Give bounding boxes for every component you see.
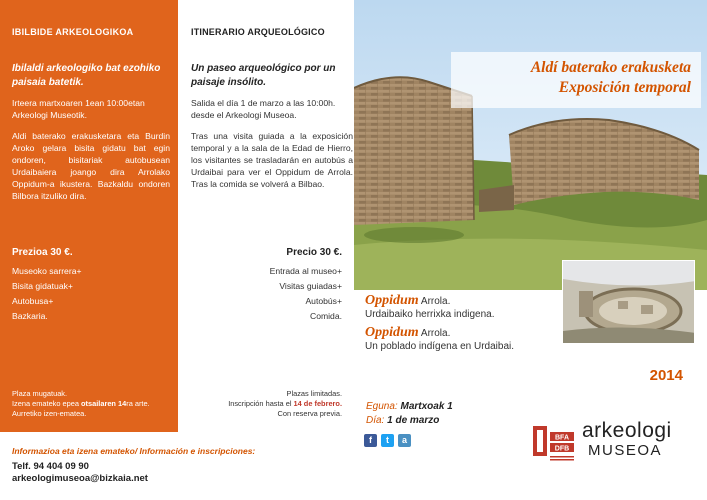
spanish-departure-text: Salida el día 1 de marzo a las 10:00h. desde el Arkeologi Museoa. [191,98,336,120]
basque-price: Prezioa 30 €. [12,247,73,258]
basque-registration-note [12,389,174,419]
year-label: 2014 [649,367,683,384]
basque-lead: Ibilaldi arkeologiko bat ezohiko paisaia batetik. [12,63,161,88]
basque-price-item: Museoko sarrera+ [12,266,82,276]
spanish-price-items [270,264,342,324]
facebook-icon[interactable]: f [364,434,377,447]
spanish-heading: ITINERARIO ARQUEOLÓGICO [191,27,325,37]
spanish-price-item: Visitas guiadas+ [279,281,342,291]
spanish-registration-note [177,389,342,419]
basque-column [0,0,178,432]
exhibition-banner [451,52,701,108]
phone-number: Telf. 94 404 09 90 [12,461,89,472]
spanish-limited-places: Plazas limitadas. [286,389,342,398]
museum-logo-line2: MUSEOA [588,442,663,459]
oppidum-place: Arrola. [418,296,451,307]
basque-heading: IBILBIDE ARKEOLOGIKOA [12,27,134,37]
oppidum-spanish [365,326,565,353]
bfa-dfb-logo [532,420,576,473]
basque-price-item: Autobusa+ [12,296,54,306]
info-title: Informazioa eta izena emateko/ Información e inscripciones: [12,446,256,456]
oppidum-description [365,294,565,358]
basque-limited-places: Plaza mugatuak. [12,389,68,398]
basque-prior-registration: Aurretiko izen-ematea. [12,409,87,418]
basque-price-items [12,264,82,324]
basque-description-text: Aldi baterako erakusketara eta Burdin Aroko gelara bisita gidatu bat egin ondoren, bisitariak autobusean Urdaibaiera joango dira Arrolako Oppidum-a ikustera. Bazkaldu ondoren Bilbora itzuliko dira. [12,131,170,201]
arkeologi-museoa-logo [582,420,672,460]
spanish-column [178,0,354,432]
cover-column [354,0,707,432]
day-value-basque: Martxoak 1 [400,401,453,412]
basque-departure-text: Irteera martxoaren 1ean 10:00etan Arkeologi Museotik. [12,98,145,120]
dfb-text: DFB [554,445,570,453]
basque-deadline: Izena emateko epea otsailaren 14ra arte. [12,399,150,408]
bfa-text: BFA [555,434,569,442]
email-address[interactable]: arkeologimuseoa@bizkaia.net [12,473,148,484]
day-label-spanish: Día: [366,415,385,426]
exhibition-title-basque: Aldí baterako erakusketa [530,59,691,76]
oppidum-place: Arrola. [418,328,451,339]
spanish-deadline: Inscripción hasta el 14 de febrero. [228,399,342,408]
spanish-description-text: Tras una visita guiada a la exposición temporal y a la sala de la Edad de Hierro, los visitantes se trasladarán en autobús a Urdaibai para ver el Oppidum de Arrola. Tras la comida se volverá a Bilbao. [191,131,353,189]
oppidum-subtitle-spanish: Un poblado indígena en Urdaibai. [365,341,514,352]
basque-price-item: Bazkaria. [12,311,48,321]
spanish-prior-reservation: Con reserva previa. [277,409,342,418]
share-icon[interactable]: a [398,434,411,447]
twitter-icon[interactable]: t [381,434,394,447]
oppidum-word: Oppidum [365,325,419,340]
spanish-price-item: Comida. [310,311,342,321]
spanish-price: Precio 30 €. [286,247,342,258]
site-aerial-image [562,260,695,344]
spanish-price-item: Autobús+ [305,296,342,306]
day-label-basque: Eguna: [366,401,398,412]
museum-logo-line1: arkeologi [582,419,672,442]
exhibition-title-spanish: Exposición temporal [558,79,691,96]
oppidum-subtitle-basque: Urdaibaiko herrixka indigena. [365,309,495,320]
ruins-photo [354,0,707,290]
oppidum-basque [365,294,565,321]
day-value-spanish: 1 de marzo [387,415,440,426]
spanish-price-item: Entrada al museo+ [269,266,342,276]
spanish-lead: Un paseo arqueológico por un paisaje insólito. [191,63,336,88]
oppidum-word: Oppidum [365,293,419,308]
event-date [366,400,453,428]
basque-price-item: Bisita gidatuak+ [12,281,73,291]
social-links [364,434,411,447]
